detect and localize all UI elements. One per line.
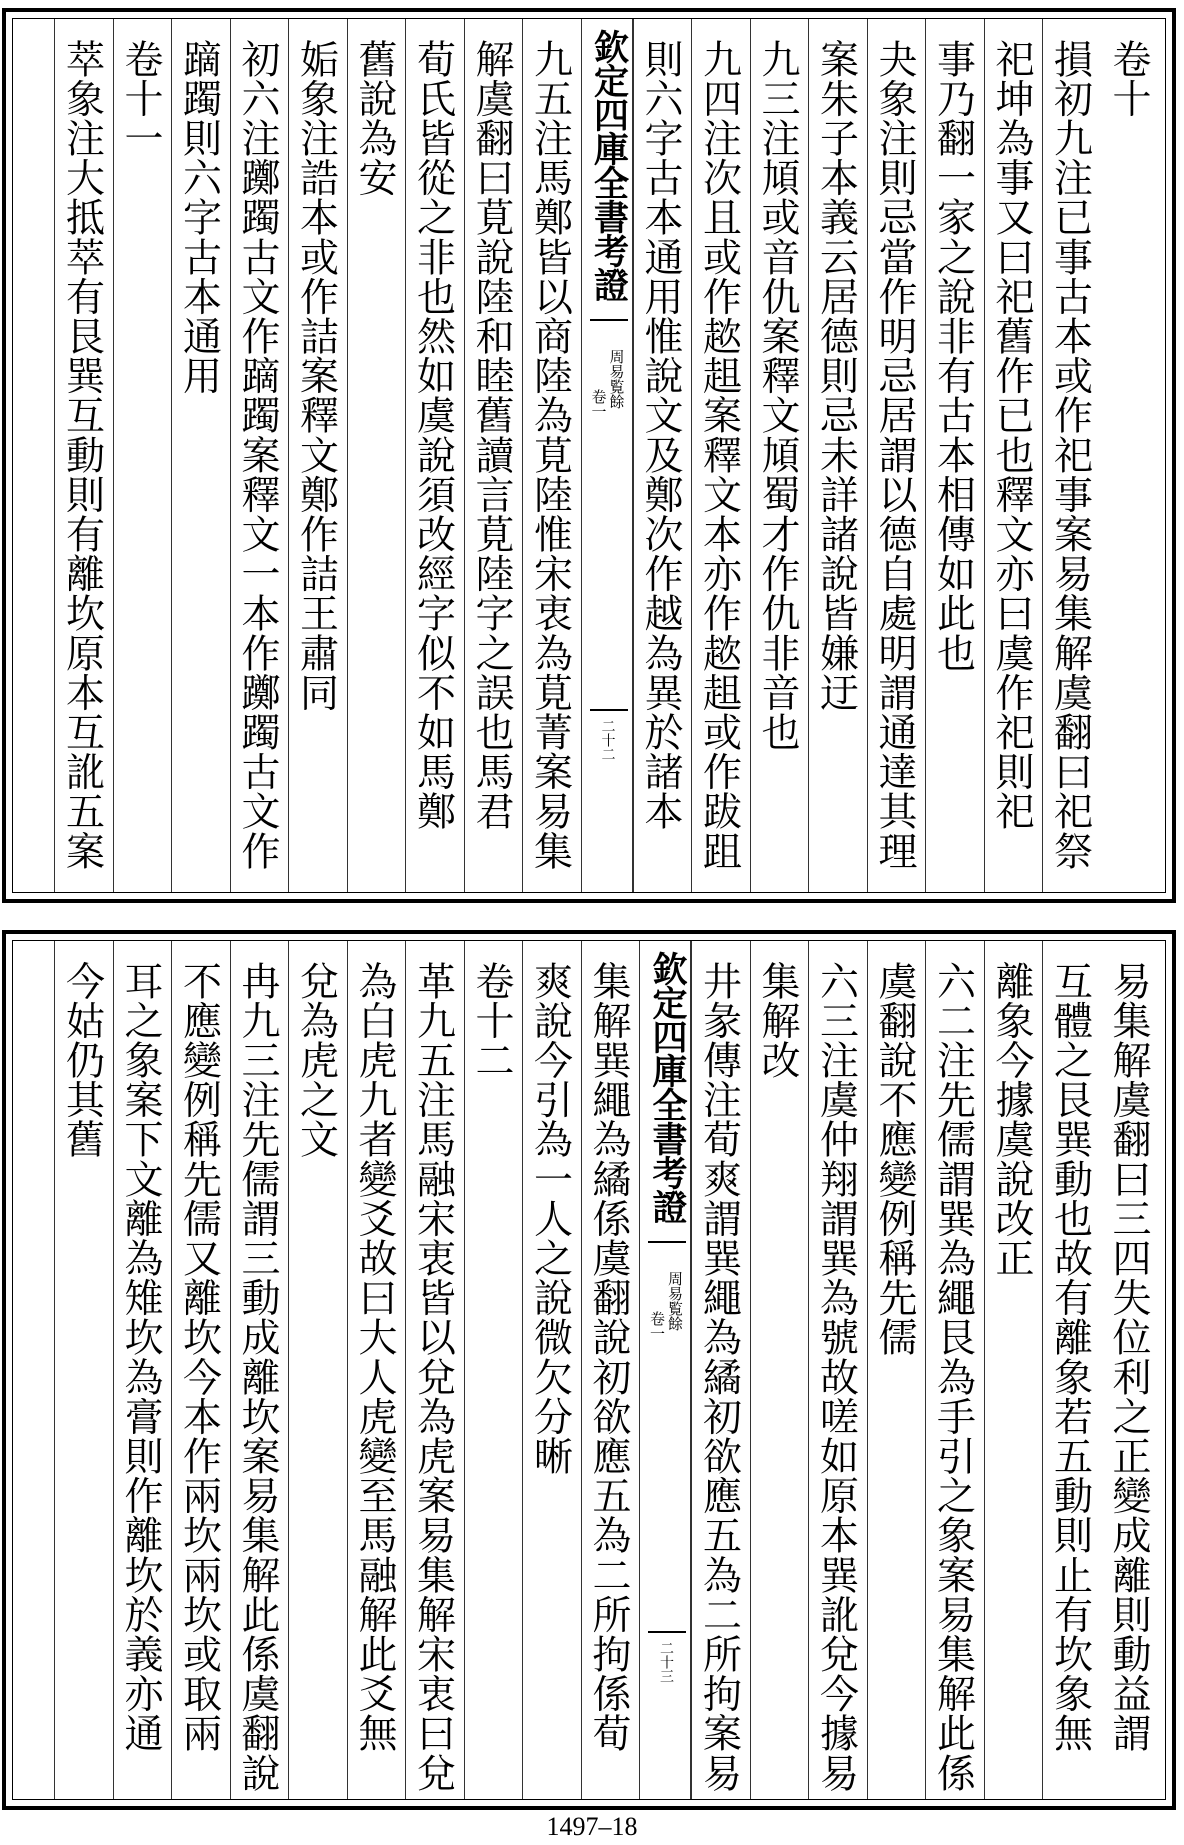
text-column: 為白虎九者變爻故曰大人虎變至馬融解此爻無 (347, 941, 406, 1799)
text-column: 損初九注已事古本或作祀事案易集解虞翻曰祀祭 (1042, 19, 1101, 892)
fish-tail-mark (590, 709, 628, 711)
text-column: 事乃翻一家之說非有古本相傳如此也 (925, 19, 984, 892)
juan-label: 卷一 (589, 389, 608, 419)
section-title: 周易覧餘 (666, 1271, 684, 1331)
folio-number: 二十三 (658, 1641, 674, 1683)
text-column: 案朱子本義云居德則忌未詳諸說皆嫌迂 (808, 19, 867, 892)
fold-center-strip (581, 19, 633, 892)
text-column: 集解改 (750, 941, 809, 1799)
text-column: 兌為虎之文 (288, 941, 347, 1799)
page-lower (2, 930, 1176, 1810)
text-column: 離象今據虞說改正 (984, 941, 1043, 1799)
text-column: 易集解虞翻曰三四失位利之正變成離則動益謂 (1106, 961, 1151, 1753)
fish-tail-mark (648, 1241, 686, 1243)
page-upper (2, 8, 1176, 903)
text-column: 卷十一 (113, 19, 172, 892)
text-column: 荀氏皆從之非也然如虞說須改經字似不如馬鄭 (405, 19, 464, 892)
text-column: 不應變例稱先儒又離坎今本作兩坎兩坎或取兩 (171, 941, 230, 1799)
text-column: 革九五注馬融宋衷皆以兌為虎案易集解宋衷曰兌 (405, 941, 464, 1799)
text-column: 卷十 (1106, 39, 1151, 119)
text-column: 冉九三注先儒謂三動成離坎案易集解此係虞翻說 (230, 941, 289, 1799)
text-column: 集解巽繩為繘係虞翻說初欲應五為二所拘係荀 (581, 941, 640, 1799)
folio-number: 二十二 (599, 719, 616, 761)
text-column: 耳之象案下文離為雉坎為膏則作離坎於義亦通 (113, 941, 172, 1799)
text-column: 九三注頄或音仇案釋文頄蜀才作仇非音也 (750, 19, 809, 892)
text-column: 卷十二 (464, 941, 523, 1799)
text-column: 爽說今引為一人之說微欠分晰 (522, 941, 581, 1799)
text-column: 初六注躑躅古文作蹢躅案釋文一本作躑躅古文作 (230, 19, 289, 892)
text-column: 六二注先儒謂巽為繩艮為手引之象案易集解此係 (925, 941, 984, 1799)
fish-tail-mark (648, 1631, 686, 1633)
text-column: 則六字古本通用惟說文及鄭次作越為異於諸本 (633, 19, 692, 892)
text-column: 蹢躅則六字古本通用 (171, 19, 230, 892)
page-number-footer: 1497–18 (546, 1812, 638, 1841)
text-column: 姤象注誥本或作詰案釋文鄭作詰王肅同 (288, 19, 347, 892)
page-lower-frame (12, 940, 1166, 1800)
text-column: 夬象注則忌當作明忌居謂以德自處明謂通達其理 (867, 19, 926, 892)
text-column: 虞翻說不應變例稱先儒 (867, 941, 926, 1799)
fish-tail-mark (590, 319, 628, 321)
juan-label: 卷一 (648, 1311, 666, 1341)
text-column: 互體之艮巽動也故有離象若五動則止有坎象無 (1042, 941, 1101, 1799)
text-column: 祀坤為事又曰祀舊作已也釋文亦曰虞作祀則祀 (984, 19, 1043, 892)
text-column: 解虞翻曰莧說陸和睦舊讀言莧陸字之誤也馬君 (464, 19, 523, 892)
text-column: 九四注次且或作趑趄案釋文本亦作趑趄或作跋跙 (691, 19, 750, 892)
page-upper-frame (12, 18, 1166, 893)
text-column: 九五注馬鄭皆以商陸為莧陸惟宋衷為莧菁案易集 (522, 19, 581, 892)
book-title: 欽定四庫全書考證 (647, 951, 688, 1223)
text-column: 舊說為安 (347, 19, 406, 892)
text-column: 井彖傳注荀爽謂巽繩為繘初欲應五為二所拘案易 (691, 941, 750, 1799)
text-column: 六三注虞仲翔謂巽為號故嗟如原本巽訛兌今據易 (808, 941, 867, 1799)
section-title: 周易覧餘 (607, 349, 626, 409)
book-title: 欽定四庫全書考證 (588, 29, 630, 301)
fold-center-strip (639, 941, 691, 1799)
text-column: 今姑仍其舊 (54, 941, 113, 1799)
text-column: 萃象注大抵萃有艮巽互動則有離坎原本互訛五案 (54, 19, 113, 892)
